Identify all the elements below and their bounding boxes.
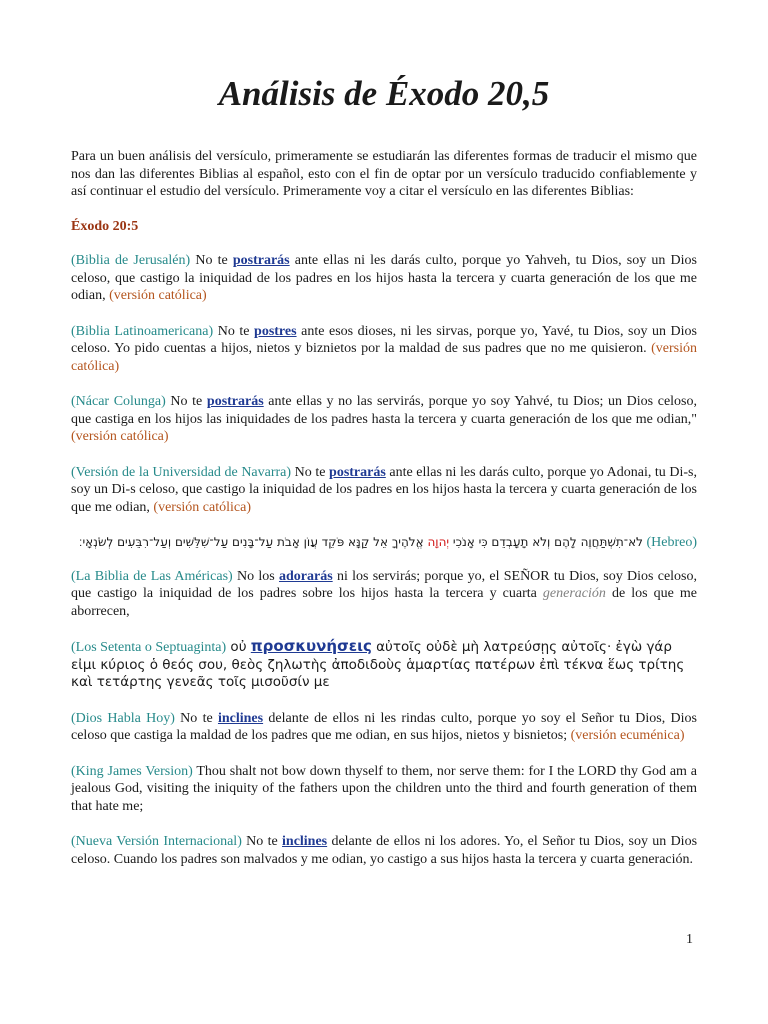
version-note: (versión católica) — [71, 341, 697, 374]
keyword-link[interactable]: inclines — [282, 834, 328, 849]
verse-hebreo — [71, 534, 697, 552]
verse-dios-habla-hoy — [71, 710, 697, 745]
verse-text: No te — [291, 464, 330, 480]
keyword-link[interactable]: adorarás — [279, 568, 333, 584]
keyword-link[interactable]: postres — [254, 323, 297, 339]
document-body — [71, 148, 697, 886]
verse-text: ante ellas ni les darás culto, porque yo Adonai, tu Di-s, soy un Di-s celoso, que castigo la iniquidad de los padres en los hijos hasta la tercera y cuarta generación de los que me odian, — [71, 464, 697, 515]
source-label: (Biblia de Jerusalén) — [71, 253, 191, 268]
verse-text: No te — [165, 394, 207, 409]
verse-text: ante ellas ni les darás culto, porque yo Yahveh, tu Dios, soy un Dios celoso, que castigo la iniquidad de los padres en los hijos hasta la tercera y cuarta generación de los que me odian, — [71, 253, 697, 303]
source-label: (King James Version) — [71, 763, 193, 779]
verse-biblia-jerusalen — [71, 252, 697, 305]
source-label: (Nácar Colunga) — [71, 394, 166, 409]
verse-text: delante de ellos ni les rindas culto, porque yo soy el Señor tu Dios, Dios celoso que castiga la maldad de los padres que me odian, en sus hijos, nietos y bisnietos; — [71, 710, 697, 743]
verse-text: No los — [232, 568, 279, 584]
version-note: (versión católica) — [109, 288, 207, 303]
verse-text: No te — [174, 710, 218, 726]
verse-text: No te — [190, 253, 233, 268]
verse-nueva-version-internacional — [71, 833, 697, 868]
source-label: (Versión de la Universidad de Navarra) — [71, 464, 292, 480]
keyword-link[interactable]: postrarás — [329, 464, 386, 480]
hebrew-text-part: לֹא־תִשְׁתַּחֲוֶה לָהֶם וְלֹא תָעָבְדֵם כִּי אָנֹכִי — [449, 535, 643, 549]
version-note: (versión ecuménica) — [570, 728, 685, 743]
hebrew-text — [79, 535, 643, 549]
hebrew-divine-name: יְהוָה — [427, 535, 450, 549]
version-note: (versión católica) — [153, 499, 251, 515]
verse-text: delante de ellos ni los adores. Yo, el Señor tu Dios, soy un Dios celoso. Cuando los padres son malvados y me odian, yo castigo a sus hijos hasta la tercera y cuarta generación. — [71, 834, 698, 867]
section-heading: Éxodo 20:5 — [71, 218, 139, 234]
greek-text: οὐ — [226, 639, 251, 655]
source-label: (Biblia Latinoamericana) — [71, 323, 214, 339]
keyword-link[interactable]: postrarás — [232, 253, 290, 268]
verse-text: No te — [213, 323, 255, 339]
keyword-link[interactable]: postrarás — [206, 394, 264, 409]
source-label: (La Biblia de Las Américas) — [71, 568, 233, 584]
page-title: Análisis de Éxodo 20,5 — [218, 74, 550, 113]
version-note: (versión católica) — [71, 429, 169, 444]
verse-king-james — [71, 763, 697, 816]
hebrew-text-part: אֱלֹהֶיךָ אֵל קַנָּא פֹּקֵד עֲוֹן אָבֹת עַל־בָּנִים עַל־שִׁלֵּשִׁים וְעַל־רִבֵּעִים לְשֹׂנְאָי׃ — [78, 535, 428, 549]
verse-text: Thou shalt not bow down thyself to them, nor serve them: for I the LORD thy God am a jealous God, visiting the iniquity of the fathers upon the children unto the third and fourth generation of them that hate me; — [71, 763, 698, 814]
verse-biblia-americas — [71, 568, 697, 621]
intro-paragraph: Para un buen análisis del versículo, primeramente se estudiarán las diferentes formas de traducir el mismo que nos dan las diferentes Biblias al español, esto con el fin de optar por un versículo traducido confiablemente y así continuar el estudio del versículo. Primeramente voy a citar el versículo en las diferentes Biblias: — [71, 149, 697, 199]
verse-biblia-latinoamericana — [71, 323, 697, 376]
source-label: (Dios Habla Hoy) — [71, 710, 175, 726]
source-label: (Hebreo) — [646, 535, 697, 550]
verse-universidad-navarra — [71, 464, 697, 517]
verse-text: No te — [241, 834, 283, 849]
verse-text: ni los servirás; porque yo, el SEÑOR tu Dios, soy Dios celoso, que castigo la iniquidad de los padres sobre los hijos hasta la tercera y cuarta — [71, 568, 698, 601]
verse-text: ante esos dioses, ni les sirvas, porque yo, Yavé, tu Dios, soy un Dios celoso. Yo pido cuentas a hijos, nietos y biznietos por la maldad de sus padres que no me quisieron. — [71, 323, 698, 356]
source-label: (Nueva Versión Internacional) — [71, 834, 242, 849]
verse-text: ante ellas y no las servirás, porque yo soy Yahvé, tu Dios; un Dios celoso, que castiga en los hijos las iniquidades de los padres hasta la tercera y cuarta generación de los que me odian," — [71, 394, 697, 427]
italic-word: generación — [542, 586, 606, 601]
keyword-link[interactable]: προσκυνήσεις — [250, 637, 372, 655]
source-label: (Los Setenta o Septuaginta) — [71, 640, 227, 655]
verse-nacar-colunga — [71, 393, 697, 446]
greek-text: αὐτοῖς οὐδὲ μὴ λατρεύσῃς αὐτοῖς· ἐγὼ γάρ εἰμι κύριος ὁ θεός σου, θεὸς ζηλωτὴς ἀποδιδοὺς ἁμαρτίας πατέρων ἐπὶ τέκνα ἕως τρίτης καὶ τετάρτης γενεᾶς τοῖς μισοῦσίν με — [71, 639, 685, 690]
keyword-link[interactable]: inclines — [217, 710, 264, 726]
page-number: 1 — [686, 932, 693, 947]
verse-septuaginta — [71, 638, 697, 692]
verse-text: de los que me aborrecen, — [71, 586, 698, 619]
